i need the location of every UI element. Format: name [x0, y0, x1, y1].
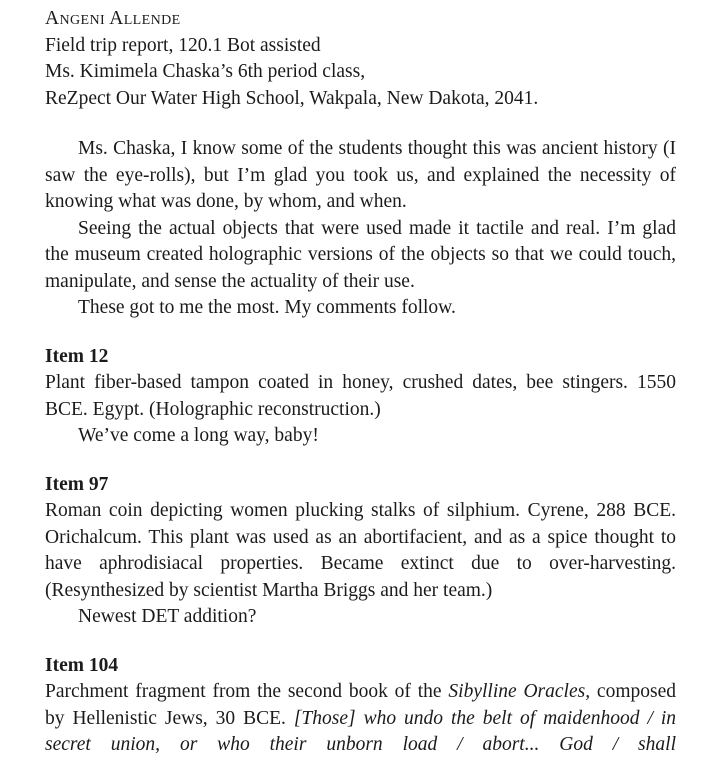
item-97-comment: Newest DET addition? — [78, 606, 257, 627]
item-section-12 — [45, 344, 676, 450]
report-title-line: Field trip report, 120.1 Bot assisted — [45, 34, 321, 56]
item-104-description — [45, 679, 676, 759]
intro-paragraph-3: These got to me the most. My comments follow. — [78, 297, 456, 318]
item-104-description-lead: Parchment fragment from the second book of the — [45, 681, 449, 702]
item-97-description — [45, 498, 676, 604]
school-line: ReZpect Our Water High School, Wakpala, New Dakota, 2041. — [45, 87, 539, 109]
intro-paragraph-2: Seeing the actual objects that were used made it tactile and real. I’m glad the museum created holographic versions of the objects so that we could touch, manipulate, and sense the actuality of their use. — [45, 217, 676, 292]
item-section-97 — [45, 472, 676, 631]
item-97-description-text: Roman coin depicting women plucking stalks of silphium. Cyrene, 288 BCE. Orichalcum. This plant was used as an abortifacient, and as a spice thought to have aphrodisiacal properties. Became extinct due to over-harvesting. (Resynthesized by scientist Martha Briggs and her team.) — [45, 500, 676, 601]
class-line: Ms. Kimimela Chaska’s 6th period class, — [45, 61, 366, 82]
author-byline: Angeni Allende — [45, 8, 181, 29]
report-header — [45, 6, 676, 112]
intro-paragraph-1: Ms. Chaska, I know some of the students thought this was ancient history (I saw the eye-rolls), but I’m glad you took us, and explained the necessity of knowing what was done, by whom, and when. — [45, 138, 676, 212]
item-12-comment: We’ve come a long way, baby! — [78, 425, 319, 446]
item-104-description-middle: composed by Hellenistic Jews, 30 BCE. — [45, 681, 676, 729]
item-104-source-title: Sibylline Oracles, — [448, 681, 591, 702]
item-97-heading: Item 97 — [45, 473, 109, 495]
item-section-104 — [45, 653, 676, 759]
item-12-heading: Item 12 — [45, 345, 109, 367]
item-104-heading: Item 104 — [45, 654, 119, 676]
item-12-description-text: Plant fiber-based tampon coated in honey, crushed dates, bee stingers. 1550 BCE. Egypt. (Holographic reconstruction.) — [45, 372, 676, 420]
item-12-description — [45, 370, 676, 423]
item-104-quoted-verse: [Those] who undo the belt of maidenhood / in secret union, or who their unborn load / abort... God / shall — [45, 707, 676, 755]
